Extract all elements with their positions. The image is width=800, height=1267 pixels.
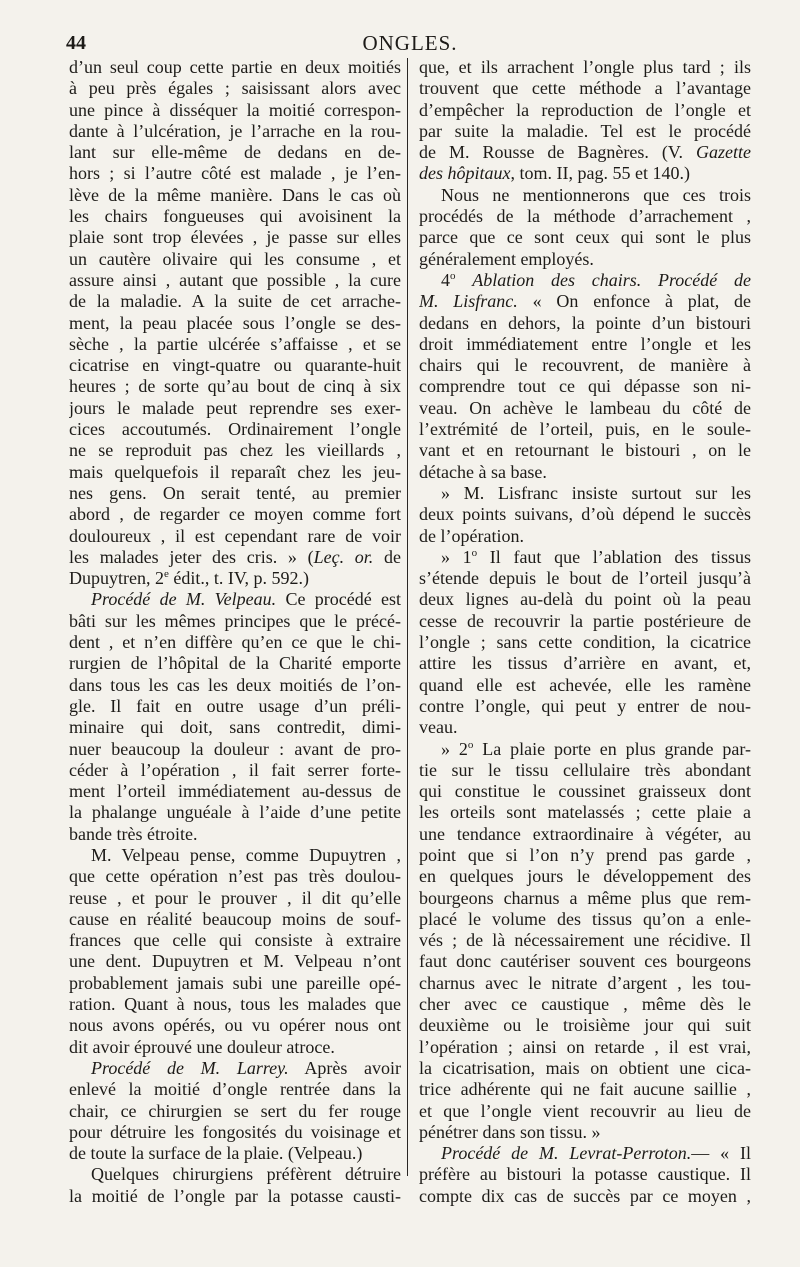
text-line: contre l’ongle, qui peut y entrer de nou- <box>419 695 751 716</box>
text-line: vant et en retournant le bistouri , on le <box>419 440 751 461</box>
text-line: charnus avec le nitrate d’argent , les tou- <box>419 972 751 993</box>
text-line: abord , de regarder ce moyen comme fort <box>69 504 401 525</box>
text-line: d’un seul coup cette partie en deux moitiés <box>69 57 401 77</box>
text-line: que cette opération n’est pas très doulou- <box>69 866 401 887</box>
text-line: frances que celle qui consiste à extraire <box>69 930 401 951</box>
text-line: Nous ne mentionnerons que ces trois <box>441 184 751 205</box>
text-line: Procédé de M. Levrat-Perroton.— « Il <box>441 1143 751 1164</box>
text-line: veau. <box>419 717 458 738</box>
right-column <box>419 57 751 1207</box>
text-line: préfère au bistouri la potasse caustique. Il <box>419 1164 751 1185</box>
text-line: détache à sa base. <box>419 461 547 482</box>
text-line: hors ; si l’autre côté est malade , je l’en- <box>69 163 401 184</box>
text-line: pénétrer dans son tissu. » <box>419 1121 601 1142</box>
text-line: tie sur le tissu cellulaire très abondant <box>419 759 751 780</box>
text-line: de M. Rousse de Bagnères. (V. Gazette <box>419 142 751 163</box>
text-line: un cautère olivaire qui les consume , et <box>69 248 401 269</box>
text-line: placé le volume des tissus qu’on a enle- <box>419 908 751 929</box>
text-line: s’étende depuis le bout de l’orteil jusqu’à <box>419 568 751 589</box>
text-line: cher avec ce caustique , même dès le <box>419 994 751 1015</box>
text-line: dent , et n’en diffère qu’en ce que le chi- <box>69 632 401 653</box>
text-line: généralement employés. <box>419 248 594 269</box>
text-line: les orteils sont matelassés ; cette plaie a <box>419 802 751 823</box>
text-line: nuer beaucoup la douleur : avant de pro- <box>69 738 401 759</box>
text-line: reuse , et pour le prouver , il dit qu’elle <box>69 887 401 908</box>
text-line: ment, la peau placée sous l’ongle se des- <box>69 312 401 333</box>
text-line: probablement jamais subi une pareille opé- <box>69 972 401 993</box>
text-line: de l’opération. <box>419 525 524 546</box>
text-line: trice adhérente qui ne fait aucune saillie , <box>419 1079 751 1100</box>
text-line: cesse de recouvrir la partie postérieure de <box>419 610 751 631</box>
text-line: quand elle est achevée, elle les ramène <box>419 674 751 695</box>
text-line: deuxième ou le troisième jour qui suit <box>419 1015 751 1036</box>
text-line: mais quelquefois il reparaît chez les jeu- <box>69 461 401 482</box>
text-line: pour détruire les fongosités du voisinage et <box>69 1121 401 1142</box>
text-line: les chairs fongueuses qui avoisinent la <box>69 206 401 227</box>
text-line: veau. On achève le lambeau du côté de <box>419 397 751 418</box>
text-line: dedans en dehors, la pointe d’un bistouri <box>419 312 751 333</box>
text-line: minaire qui doit, sans contredit, dimi- <box>69 717 401 738</box>
text-line: bourgeons charnus a même plus que rem- <box>419 887 751 908</box>
text-line: attire les tissus d’arrière en avant, et, <box>419 653 751 674</box>
text-line: cicatrise en vingt-quatre ou quarante-huit <box>69 355 401 376</box>
text-line: de la maladie. A la suite de cet arrache- <box>69 291 401 312</box>
text-line: chairs qui le recouvrent, de manière à <box>419 355 751 376</box>
text-line: ne se reproduit pas chez les vieillards , <box>69 440 401 461</box>
text-line: comprendre tout ce qui dépasse son ni- <box>419 376 751 397</box>
page-number: 44 <box>66 32 86 54</box>
text-line: lève de la même manière. Dans le cas où <box>69 184 401 205</box>
text-line: vés ; de là nécessairement une récidive. Il <box>419 930 751 951</box>
text-line: et que l’ongle vient recouvrir au lieu de <box>419 1100 751 1121</box>
text-line: » M. Lisfranc insiste surtout sur les <box>441 482 751 503</box>
text-line: sèche , la partie ulcérée s’affaisse , et se <box>69 333 401 354</box>
text-line: heures ; de sorte qu’au bout de cinq à six <box>69 376 401 397</box>
text-line: bande très étroite. <box>69 823 198 844</box>
text-line: M. Lisfranc. « On enfonce à plat, de <box>419 291 751 312</box>
text-line: parce que ce sont ceux qui sont le plus <box>419 227 751 248</box>
text-line: M. Velpeau pense, comme Dupuytren , <box>91 844 401 865</box>
text-line: nes gens. On serait tenté, au premier <box>69 482 401 503</box>
text-line: ment l’orteil immédiatement au-dessus de <box>69 781 401 802</box>
text-line: l’extrémité de l’orteil, puis, en le soule- <box>419 419 751 440</box>
text-line: l’opération ; ainsi on retarde , il est vrai, <box>419 1036 751 1057</box>
text-line: par suite la maladie. Tel est le procédé <box>419 120 751 141</box>
column-divider <box>407 58 408 1176</box>
text-line: une tendance extraordinaire à végéter, au <box>419 823 751 844</box>
text-line: Procédé de M. Velpeau. Ce procédé est <box>91 589 401 610</box>
text-line: point que si l’on n’y prend pas garde , <box>419 844 751 865</box>
text-line: Procédé de M. Larrey. Après avoir <box>91 1057 401 1078</box>
text-line: de toute la surface de la plaie. (Velpeau.) <box>69 1143 363 1164</box>
text-line: cause en réalité beaucoup moins de souf- <box>69 908 401 929</box>
text-line: dans tous les cas les deux moitiés de l’on- <box>69 674 401 695</box>
text-line: qui constitue le coussinet graisseux dont <box>419 781 751 802</box>
text-line: dit avoir éprouvé une douleur atroce. <box>69 1036 335 1057</box>
text-line: gle. Il fait en outre usage d’un préli- <box>69 695 401 716</box>
text-line: à peu près égales ; saisissant alors avec <box>69 78 401 99</box>
text-line: la phalange unguéale à l’aide d’une petite <box>69 802 401 823</box>
text-line: plaie sont trop élevées , je passe sur elles <box>69 227 401 248</box>
text-line: céder à l’opération , il fait serrer forte- <box>69 759 401 780</box>
text-line: la cicatrisation, mais on obtient une cica- <box>419 1057 751 1078</box>
text-line: nous avons opérés, ou vu opérer nous ont <box>69 1015 401 1036</box>
text-line: cices accoutumés. Ordinairement l’ongle <box>69 419 401 440</box>
page-header <box>66 28 754 56</box>
text-line: Dupuytren, 2e édit., t. IV, p. 592.) <box>69 568 310 589</box>
text-line: » 1$^o$ Il faut que l’ablation des tissus <box>441 546 751 567</box>
text-line: procédés de la méthode d’arrachement , <box>419 206 751 227</box>
text-line: jours le malade peut reprendre ses exer- <box>69 397 401 418</box>
text-line: ration. Quant à nous, tous les malades que <box>69 994 401 1015</box>
text-line: une dent. Dupuytren et M. Velpeau n’ont <box>69 951 401 972</box>
text-line: dante à l’ulcération, je l’arrache en la rou- <box>69 120 401 141</box>
text-line: d’empêcher la reproduction de l’ongle et <box>419 99 751 120</box>
text-line: faut donc cautériser souvent ces bourgeons <box>419 951 751 972</box>
text-line: compte dix cas de succès par ce moyen , <box>419 1185 751 1206</box>
text-line: assure ainsi , autant que possible , la cure <box>69 269 401 290</box>
text-line: rurgien de l’hôpital de la Charité emporte <box>69 653 401 674</box>
text-line: que, et ils arrachent l’ongle plus tard ; ils <box>419 57 751 77</box>
text-line: douloureux , il est cependant rare de voir <box>69 525 401 546</box>
text-line: les malades jeter des cris. » (Leç. or. de <box>69 546 401 567</box>
text-line: bâti sur les mêmes principes que le précé- <box>69 610 401 631</box>
text-line: trouvent que cette méthode a l’avantage <box>419 78 751 99</box>
text-line: la moitié de l’ongle par la potasse causti- <box>69 1185 401 1206</box>
text-line: enlevé la moitié d’ongle rentrée dans la <box>69 1079 401 1100</box>
text-line: Quelques chirurgiens préfèrent détruire <box>91 1164 401 1185</box>
text-line: deux points suivans, d’où dépend le succès <box>419 504 751 525</box>
text-line: lant sur elle-même de dedans en de- <box>69 142 401 163</box>
text-line: en quelques jours le développement des <box>419 866 751 887</box>
text-line: l’ongle ; sans cette condition, la cicatrice <box>419 632 751 653</box>
text-line: chair, ce chirurgien se sert du fer rouge <box>69 1100 401 1121</box>
text-line: 4$^o$ Ablation des chairs. Procédé de <box>441 269 751 290</box>
text-line: des hôpitaux, tom. II, pag. 55 et 140.) <box>419 163 690 184</box>
left-column <box>69 57 401 1207</box>
text-line: deux lignes au-delà du point où la peau <box>419 589 751 610</box>
text-line: droit immédiatement entre l’ongle et les <box>419 333 751 354</box>
running-title: ONGLES. <box>362 31 458 55</box>
text-line: » 2$^o$ La plaie porte en plus grande par- <box>441 738 751 759</box>
text-line: une pince à disséquer la moitié correspon- <box>69 99 401 120</box>
